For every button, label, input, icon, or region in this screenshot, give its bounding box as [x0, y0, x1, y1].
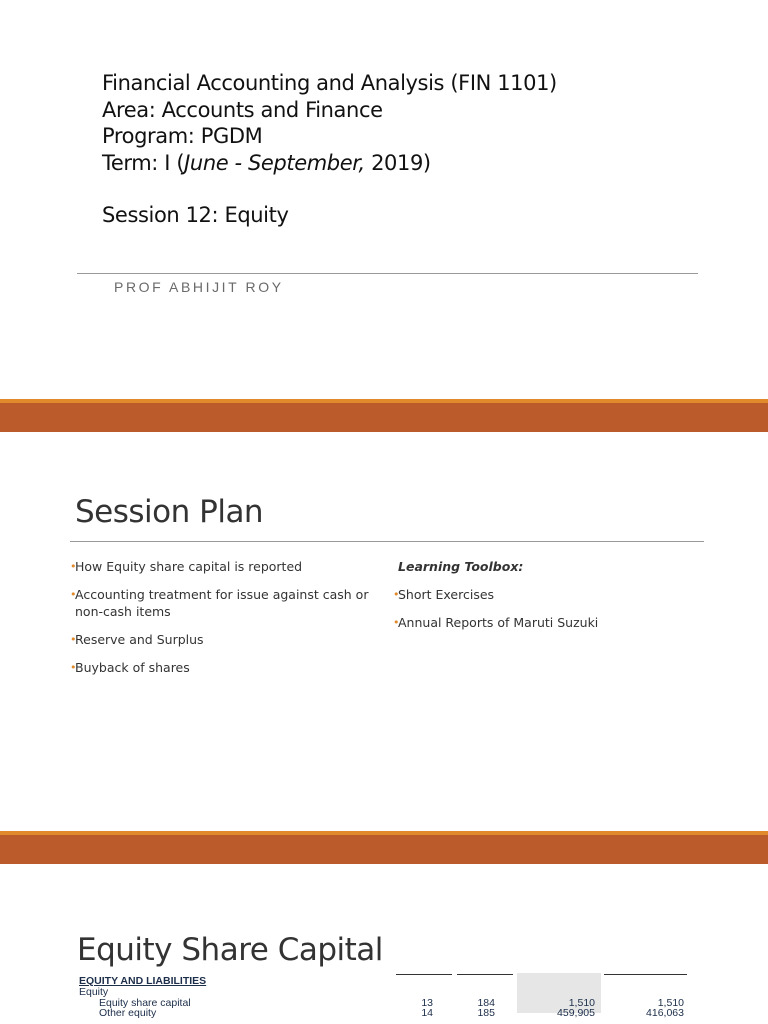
row-label: Other equity — [99, 1007, 157, 1019]
slide-separator-2 — [0, 831, 768, 864]
list-item-text: Buyback of shares — [75, 660, 190, 675]
session-title: Session 12: Equity — [102, 203, 289, 227]
list-item-text: Short Exercises — [398, 587, 495, 602]
course-area: Area: Accounts and Finance — [102, 97, 383, 122]
table-subheading: Equity — [79, 986, 109, 998]
term-months: June - September, — [184, 150, 365, 175]
page-number: 184 — [477, 997, 495, 1009]
bullet-icon: • — [393, 588, 400, 601]
bullet-icon: • — [70, 560, 77, 573]
list-item — [70, 586, 385, 620]
list-item-text: Accounting treatment for issue against cash or non-cash items — [75, 587, 369, 619]
list-item — [70, 558, 385, 575]
course-name: Financial Accounting and Analysis (FIN 1101) — [102, 71, 557, 95]
title-divider — [70, 541, 704, 542]
toolbox-heading: Learning Toolbox: — [398, 559, 524, 574]
table-row — [77, 1007, 703, 1018]
term-prefix: Term: I ( — [102, 150, 185, 175]
balance-sheet-excerpt — [77, 974, 703, 1018]
slide-title: Equity Share Capital — [77, 932, 383, 968]
title-divider — [77, 273, 698, 274]
list-item-text: Annual Reports of Maruti Suzuki — [398, 615, 599, 630]
slide-separator-1 — [0, 399, 768, 432]
list-item — [393, 586, 693, 603]
prior-year-value: 1,510 — [657, 997, 684, 1009]
bullet-icon: • — [393, 616, 400, 629]
equity-share-capital-slide — [0, 864, 768, 1024]
bullet-icon: • — [70, 661, 77, 674]
session-plan-list — [70, 558, 385, 687]
list-item — [70, 659, 385, 676]
list-item-text: Reserve and Surplus — [75, 632, 204, 647]
bullet-icon: • — [70, 588, 77, 601]
table-row — [77, 996, 703, 1007]
course-program: Program: PGDM — [102, 124, 263, 148]
current-year-value: 459,905 — [557, 1007, 595, 1019]
learning-toolbox — [393, 558, 693, 642]
list-item — [393, 614, 693, 631]
note-number: 14 — [421, 1007, 433, 1019]
list-item — [70, 631, 385, 648]
course-term — [102, 150, 557, 177]
table-row — [77, 974, 703, 985]
table-heading: EQUITY AND LIABILITIES — [79, 975, 207, 987]
current-year-value: 1,510 — [568, 997, 595, 1009]
row-label: Equity share capital — [99, 997, 191, 1009]
bullet-icon: • — [70, 633, 77, 646]
author-name: PROF ABHIJIT ROY — [114, 279, 284, 295]
title-slide — [0, 0, 768, 399]
note-number: 13 — [421, 997, 433, 1009]
page-number: 185 — [477, 1007, 495, 1019]
course-title-block — [102, 70, 557, 229]
table-row — [77, 985, 703, 996]
slide-title: Session Plan — [75, 494, 264, 530]
session-plan-slide — [0, 432, 768, 831]
prior-year-value: 416,063 — [646, 1007, 684, 1019]
list-item-text: How Equity share capital is reported — [75, 559, 303, 574]
term-suffix: 2019) — [364, 150, 431, 175]
